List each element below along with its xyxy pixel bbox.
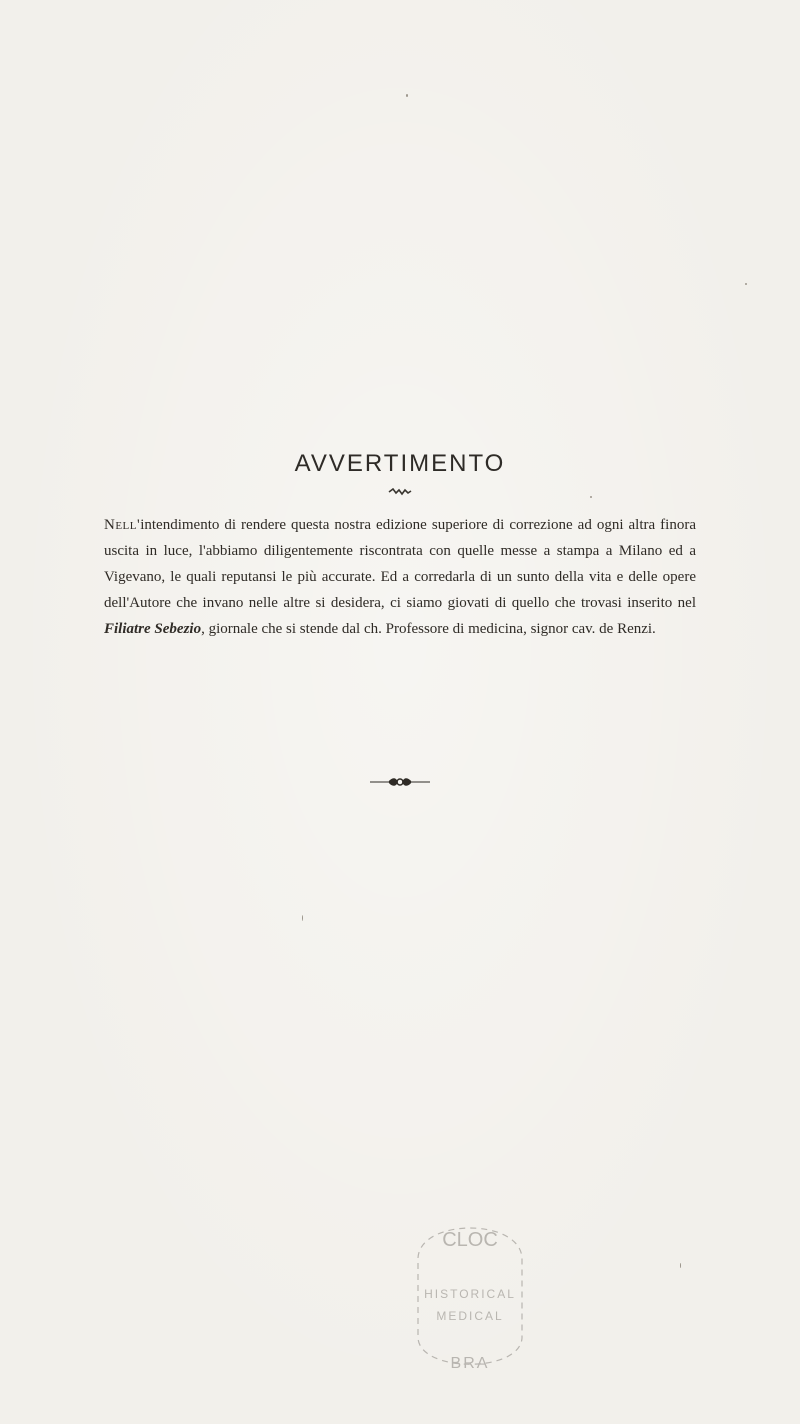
journal-title: Filiatre Sebezio — [104, 621, 202, 637]
paper-speck — [590, 496, 592, 498]
paragraph-text-1: intendimento di rendere questa nostra edizione superiore di correzione ad ogni altra finora uscita in luce, l'abbiamo diligentemente riscontrata con quelle messe a stampa a Milano ed a Vigevano, le quali reputansi le più accurate. Ed a corredarla di un sunto della vita e delle opere dell'Autore che invano nelle altre si desidera, ci siamo giovati di quello che trovasi inserito nel — [104, 517, 696, 611]
svg-text:BRA: BRA — [450, 1355, 490, 1372]
svg-text:HISTORICAL: HISTORICAL — [424, 1287, 516, 1301]
paragraph-text-2: , giornale che si stende dal ch. Professore di medicina, signor cav. de Renzi. — [201, 621, 656, 637]
dropcap: Nell' — [104, 517, 141, 533]
paper-speck — [406, 94, 408, 97]
paper-speck — [745, 283, 747, 285]
library-stamp-icon — [400, 1198, 540, 1388]
svg-text:CLOC: CLOC — [442, 1229, 498, 1251]
page-heading: AVVERTIMENTO — [294, 450, 506, 477]
small-ornament-icon — [388, 488, 412, 496]
fleuron-ornament-icon — [368, 774, 432, 790]
paper-speck — [680, 1263, 681, 1268]
preface-paragraph — [104, 512, 696, 642]
paper-speck — [302, 915, 303, 921]
svg-text:MEDICAL: MEDICAL — [436, 1309, 504, 1323]
